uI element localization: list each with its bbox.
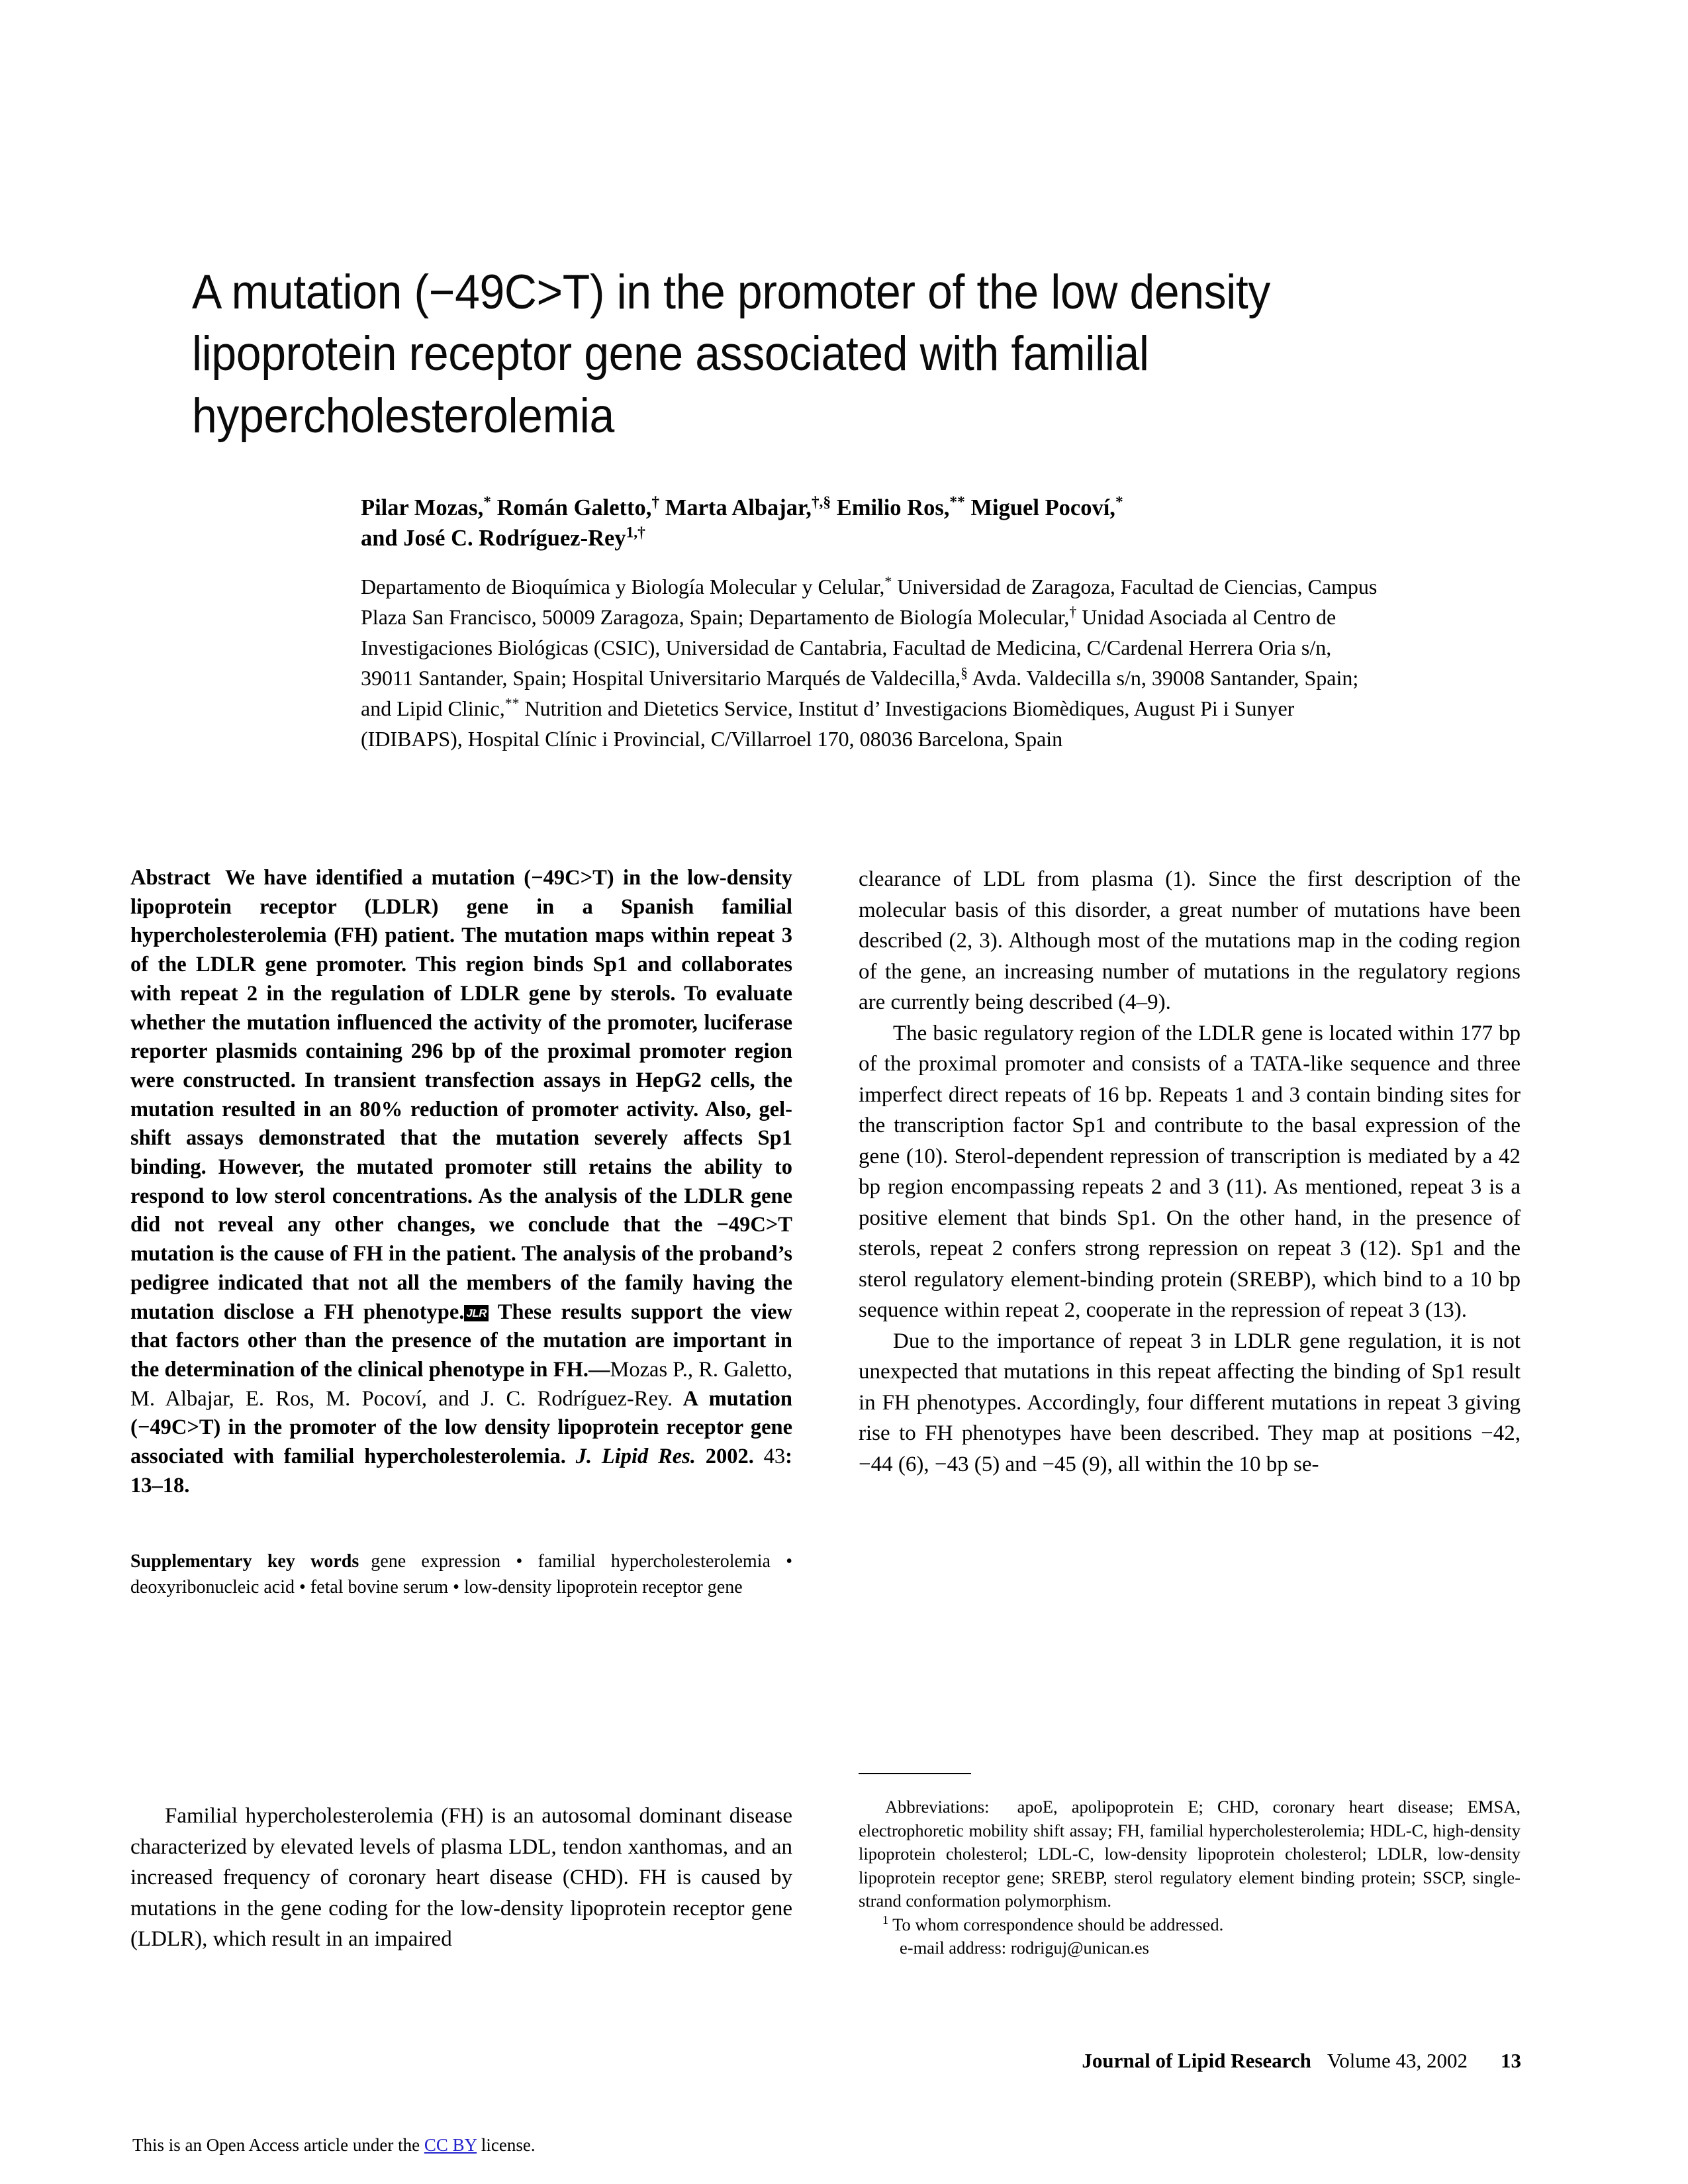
correspondence-marker: 1: [882, 1913, 889, 1926]
author-pocovi-marker: *: [1115, 493, 1123, 511]
author-galetto: Román Galetto,: [491, 495, 652, 520]
affiliation-list: [361, 571, 1380, 754]
abbreviations-label: Abbreviations:: [885, 1797, 990, 1817]
abstract-heading: Abstract: [130, 866, 211, 890]
affiliation-marker-2: †: [1069, 604, 1077, 620]
affiliation-segment-1: Departamento de Bioquímica y Biología Molecular y Celular,: [361, 574, 885, 598]
abstract-citation-journal: J. Lipid Res.: [565, 1445, 696, 1469]
keywords-terms: gene expression • familial hypercholesterolemia • deoxyribonucleic acid • fetal bovine serum • low-density lipoprotein receptor gene: [130, 1551, 792, 1597]
abbreviations-note: [859, 1795, 1521, 1913]
license-notice: [132, 2135, 536, 2156]
author-pocovi: Miguel Pocoví,: [964, 495, 1115, 520]
footnote-block: [859, 1795, 1521, 1960]
abstract-citation-volume: 43: [753, 1445, 786, 1469]
author-rodriguez-rey-marker: 1,†: [626, 524, 645, 542]
author-affiliation-block: [361, 493, 1380, 754]
introduction-paragraph: Familial hypercholesterolemia (FH) is an autosomal dominant disease characterized by elevated levels of plasma LDL, tendon xanthomas, and an increased frequency of coronary heart disease (CHD). FH is caused by mutations in the gene coding for the low-density lipoprotein receptor gene (LDLR), which result in an impaired: [130, 1804, 792, 1952]
author-mozas-marker: *: [483, 493, 491, 511]
abstract-citation-pages: : 13–18.: [130, 1445, 792, 1497]
right-column-paragraph-2: The basic regulatory region of the LDLR gene is located within 177 bp of the proximal promoter and consists of a TATA-like sequence and three imperfect direct repeats of 16 bp. Repeats 1 and 3 contain binding sites for the transcription factor Sp1 and contribute to the basal expression of the gene (10). Sterol-dependent repression of transcription is mediated by a 42 bp region encompassing repeats 2 and 3 (11). As mentioned, repeat 3 is a positive element that binds Sp1. On the other hand, in the presence of sterols, repeat 2 confers strong repression on repeat 3 (12). Sp1 and the sterol regulatory element-binding protein (SREBP), which bind to a 10 bp sequence within repeat 2, cooperate in the repression of repeat 3 (13).: [859, 1021, 1521, 1323]
supplementary-keywords: [130, 1549, 792, 1600]
footnote-divider: [859, 1773, 971, 1774]
author-rodriguez-rey: and José C. Rodríguez-Rey: [361, 525, 626, 551]
author-list: [361, 493, 1380, 554]
right-column-paragraph-3: Due to the importance of repeat 3 in LDLR gene regulation, it is not unexpected that mutations in this repeat affecting the binding of Sp1 result in FH phenotypes. Accordingly, four different mutations in repeat 3 giving rise to FH phenotypes have been described. They map at positions −42, −44 (6), −43 (5) and −45 (9), all within the 10 bp se-: [859, 1329, 1521, 1476]
author-albajar-marker: †,§: [811, 493, 831, 511]
page-title: A mutation (−49C>T) in the promoter of the low density lipoprotein receptor gene associated with familial hypercholesterolemia: [192, 265, 1270, 443]
author-ros: Emilio Ros,: [831, 495, 950, 520]
affiliation-segment-4: Avda. Valdecilla s/n, 39008 Santander, Spain; and Lipid Clinic,: [361, 665, 1359, 721]
affiliation-marker-3: §: [961, 665, 968, 681]
author-mozas: Pilar Mozas,: [361, 495, 484, 520]
abstract: [130, 864, 792, 1500]
affiliation-marker-1: *: [884, 573, 892, 590]
page-number: 13: [1501, 2049, 1521, 2072]
affiliation-segment-2: Universidad de Zaragoza, Facultad de Ciencias, Campus Plaza San Francisco, 50009 Zaragoza, Spain; Departamento de Biología Molecular,: [361, 574, 1378, 629]
correspondence-email: e-mail address: rodriguj@unican.es: [900, 1938, 1149, 1958]
affiliation-marker-4: **: [504, 695, 520, 712]
author-galetto-marker: †: [651, 493, 660, 511]
license-prefix: This is an Open Access article under the: [132, 2135, 424, 2155]
affiliation-segment-3: Unidad Asociada al Centro de Investigaciones Biológicas (CSIC), Universidad de Cantabria, Facultad de Medicina, C/Cardenal Herrera Oria s/n, 39011 Santander, Spain; Hospital Universitario Marqués de Valdecilla,: [361, 604, 1336, 690]
right-column-paragraph-1: clearance of LDL from plasma (1). Since the first description of the molecular basis of this disorder, a great number of mutations have been described (2, 3). Although most of the mutations map in the coding region of the gene, an increasing number of mutations in the regulatory regions are currently being described (4–9).: [859, 867, 1521, 1015]
cc-by-link[interactable]: CC BY: [424, 2135, 477, 2155]
correspondence-text: To whom correspondence should be addressed.: [888, 1914, 1224, 1934]
license-suffix: license.: [477, 2135, 536, 2155]
affiliation-segment-5: Nutrition and Dietetics Service, Institut d’ Investigacions Biomèdiques, August Pi i Sunyer (IDIBAPS), Hospital Clínic i Provincial, C/Villarroel 170, 08036 Barcelona, Spain: [361, 696, 1295, 751]
author-ros-marker: **: [949, 493, 965, 511]
keywords-label: Supplementary key words: [130, 1551, 359, 1572]
abstract-body-second: These results support the view that factors other than the presence of the mutation are important in the determination of the clinical phenotype in FH.—: [130, 1300, 792, 1382]
author-albajar: Marta Albajar,: [659, 495, 812, 520]
right-column: [859, 864, 1521, 1480]
page-footer: [1082, 2049, 1521, 2073]
title-block: [192, 261, 1489, 447]
abbreviations-text: apoE, apolipoprotein E; CHD, coronary heart disease; EMSA, electrophoretic mobility shift assay; FH, familial hypercholesterolemia; HDL-C, high-density lipoprotein cholesterol; LDL-C, low-density lipoprotein cholesterol; LDLR, low-density lipoprotein receptor gene; SREBP, sterol regulatory element binding protein; SSCP, single-strand conformation polymorphism.: [859, 1797, 1521, 1911]
journal-name: Journal of Lipid Research: [1082, 2049, 1311, 2072]
correspondence-note: [859, 1913, 1521, 1937]
abstract-citation-authors: Mozas P., R. Galetto, M. Albajar, E. Ros, M. Pocoví, and J. C. Rodríguez-Rey.: [130, 1357, 792, 1411]
jlr-logo-icon: JLR: [464, 1305, 489, 1321]
abstract-citation-title: A mutation (−49C>T) in the promoter of the low density lipoprotein receptor gene associated with familial hypercholesterolemia.: [130, 1386, 792, 1469]
abstract-body-first: We have identified a mutation (−49C>T) in the low-density lipoprotein receptor (LDLR) gene in a Spanish familial hypercholesterolemia (FH) patient. The mutation maps within repeat 3 of the LDLR gene promoter. This region binds Sp1 and collaborates with repeat 2 in the regulation of LDLR gene by sterols. To evaluate whether the mutation influenced the activity of the promoter, luciferase reporter plasmids containing 296 bp of the proximal promoter region were constructed. In transient transfection assays in HepG2 cells, the mutation resulted in an 80% reduction of promoter activity. Also, gel-shift assays demonstrated that the mutation severely affects Sp1 binding. However, the mutated promoter still retains the ability to respond to low sterol concentrations. As the analysis of the LDLR gene did not reveal any other changes, we conclude that the −49C>T mutation is the cause of FH in the patient. The analysis of the proband’s pedigree indicated that not all the members of the family having the mutation disclose a FH phenotype.: [130, 866, 792, 1324]
journal-volume: Volume 43, 2002: [1327, 2049, 1468, 2072]
abstract-citation-year: 2002.: [695, 1445, 754, 1469]
left-column: [130, 864, 792, 1600]
